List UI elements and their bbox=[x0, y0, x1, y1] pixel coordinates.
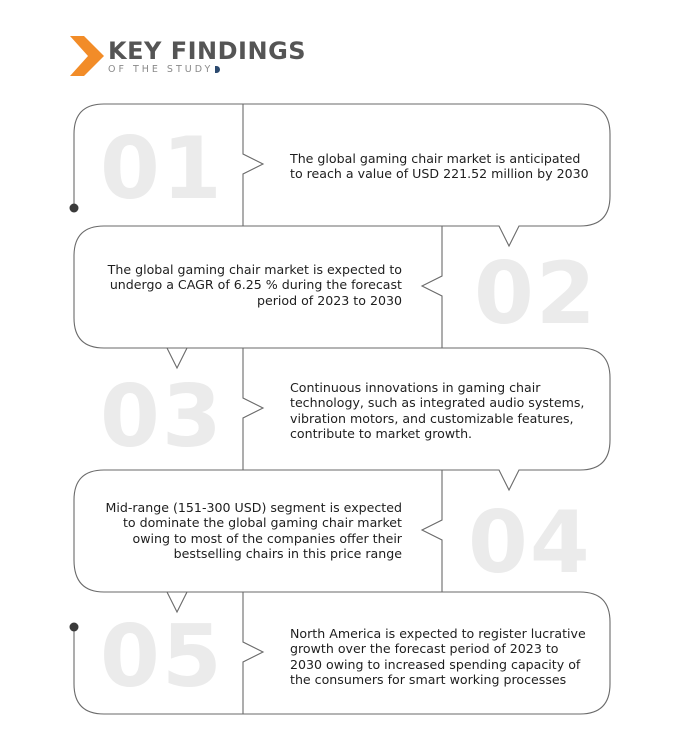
finding-number-01: 01 bbox=[100, 119, 224, 219]
finding-text-05: North America is expected to register lucrative growth over the forecast period of 2023 to 2030 owing to increased spending capacity of the consumers for smart working processes bbox=[290, 626, 586, 688]
finding-number-02: 02 bbox=[474, 244, 598, 344]
finding-text-01: The global gaming chair market is anticipated to reach a value of USD 221.52 million by 2030 bbox=[290, 151, 589, 182]
finding-number-05: 05 bbox=[100, 607, 224, 707]
finding-number-03: 03 bbox=[100, 367, 224, 467]
finding-text-02: The global gaming chair market is expected to undergo a CAGR of 6.25 % during the forecast period of 2023 to 2030 bbox=[107, 262, 402, 308]
flow-end-dot bbox=[70, 623, 79, 632]
page-title: KEY FINDINGS bbox=[108, 37, 307, 65]
finding-text-04: Mid-range (151-300 USD) segment is expected to dominate the global gaming chair market owing to most of the companies offer their bestselling chairs in this price range bbox=[105, 500, 402, 562]
finding-text-03: Continuous innovations in gaming chair technology, such as integrated audio systems, vibration motors, and customizable features, contribute to market growth. bbox=[290, 380, 585, 442]
page-subtitle: OF THE STUDY bbox=[108, 64, 220, 75]
flow-start-dot bbox=[70, 204, 79, 213]
finding-number-04: 04 bbox=[468, 493, 592, 593]
